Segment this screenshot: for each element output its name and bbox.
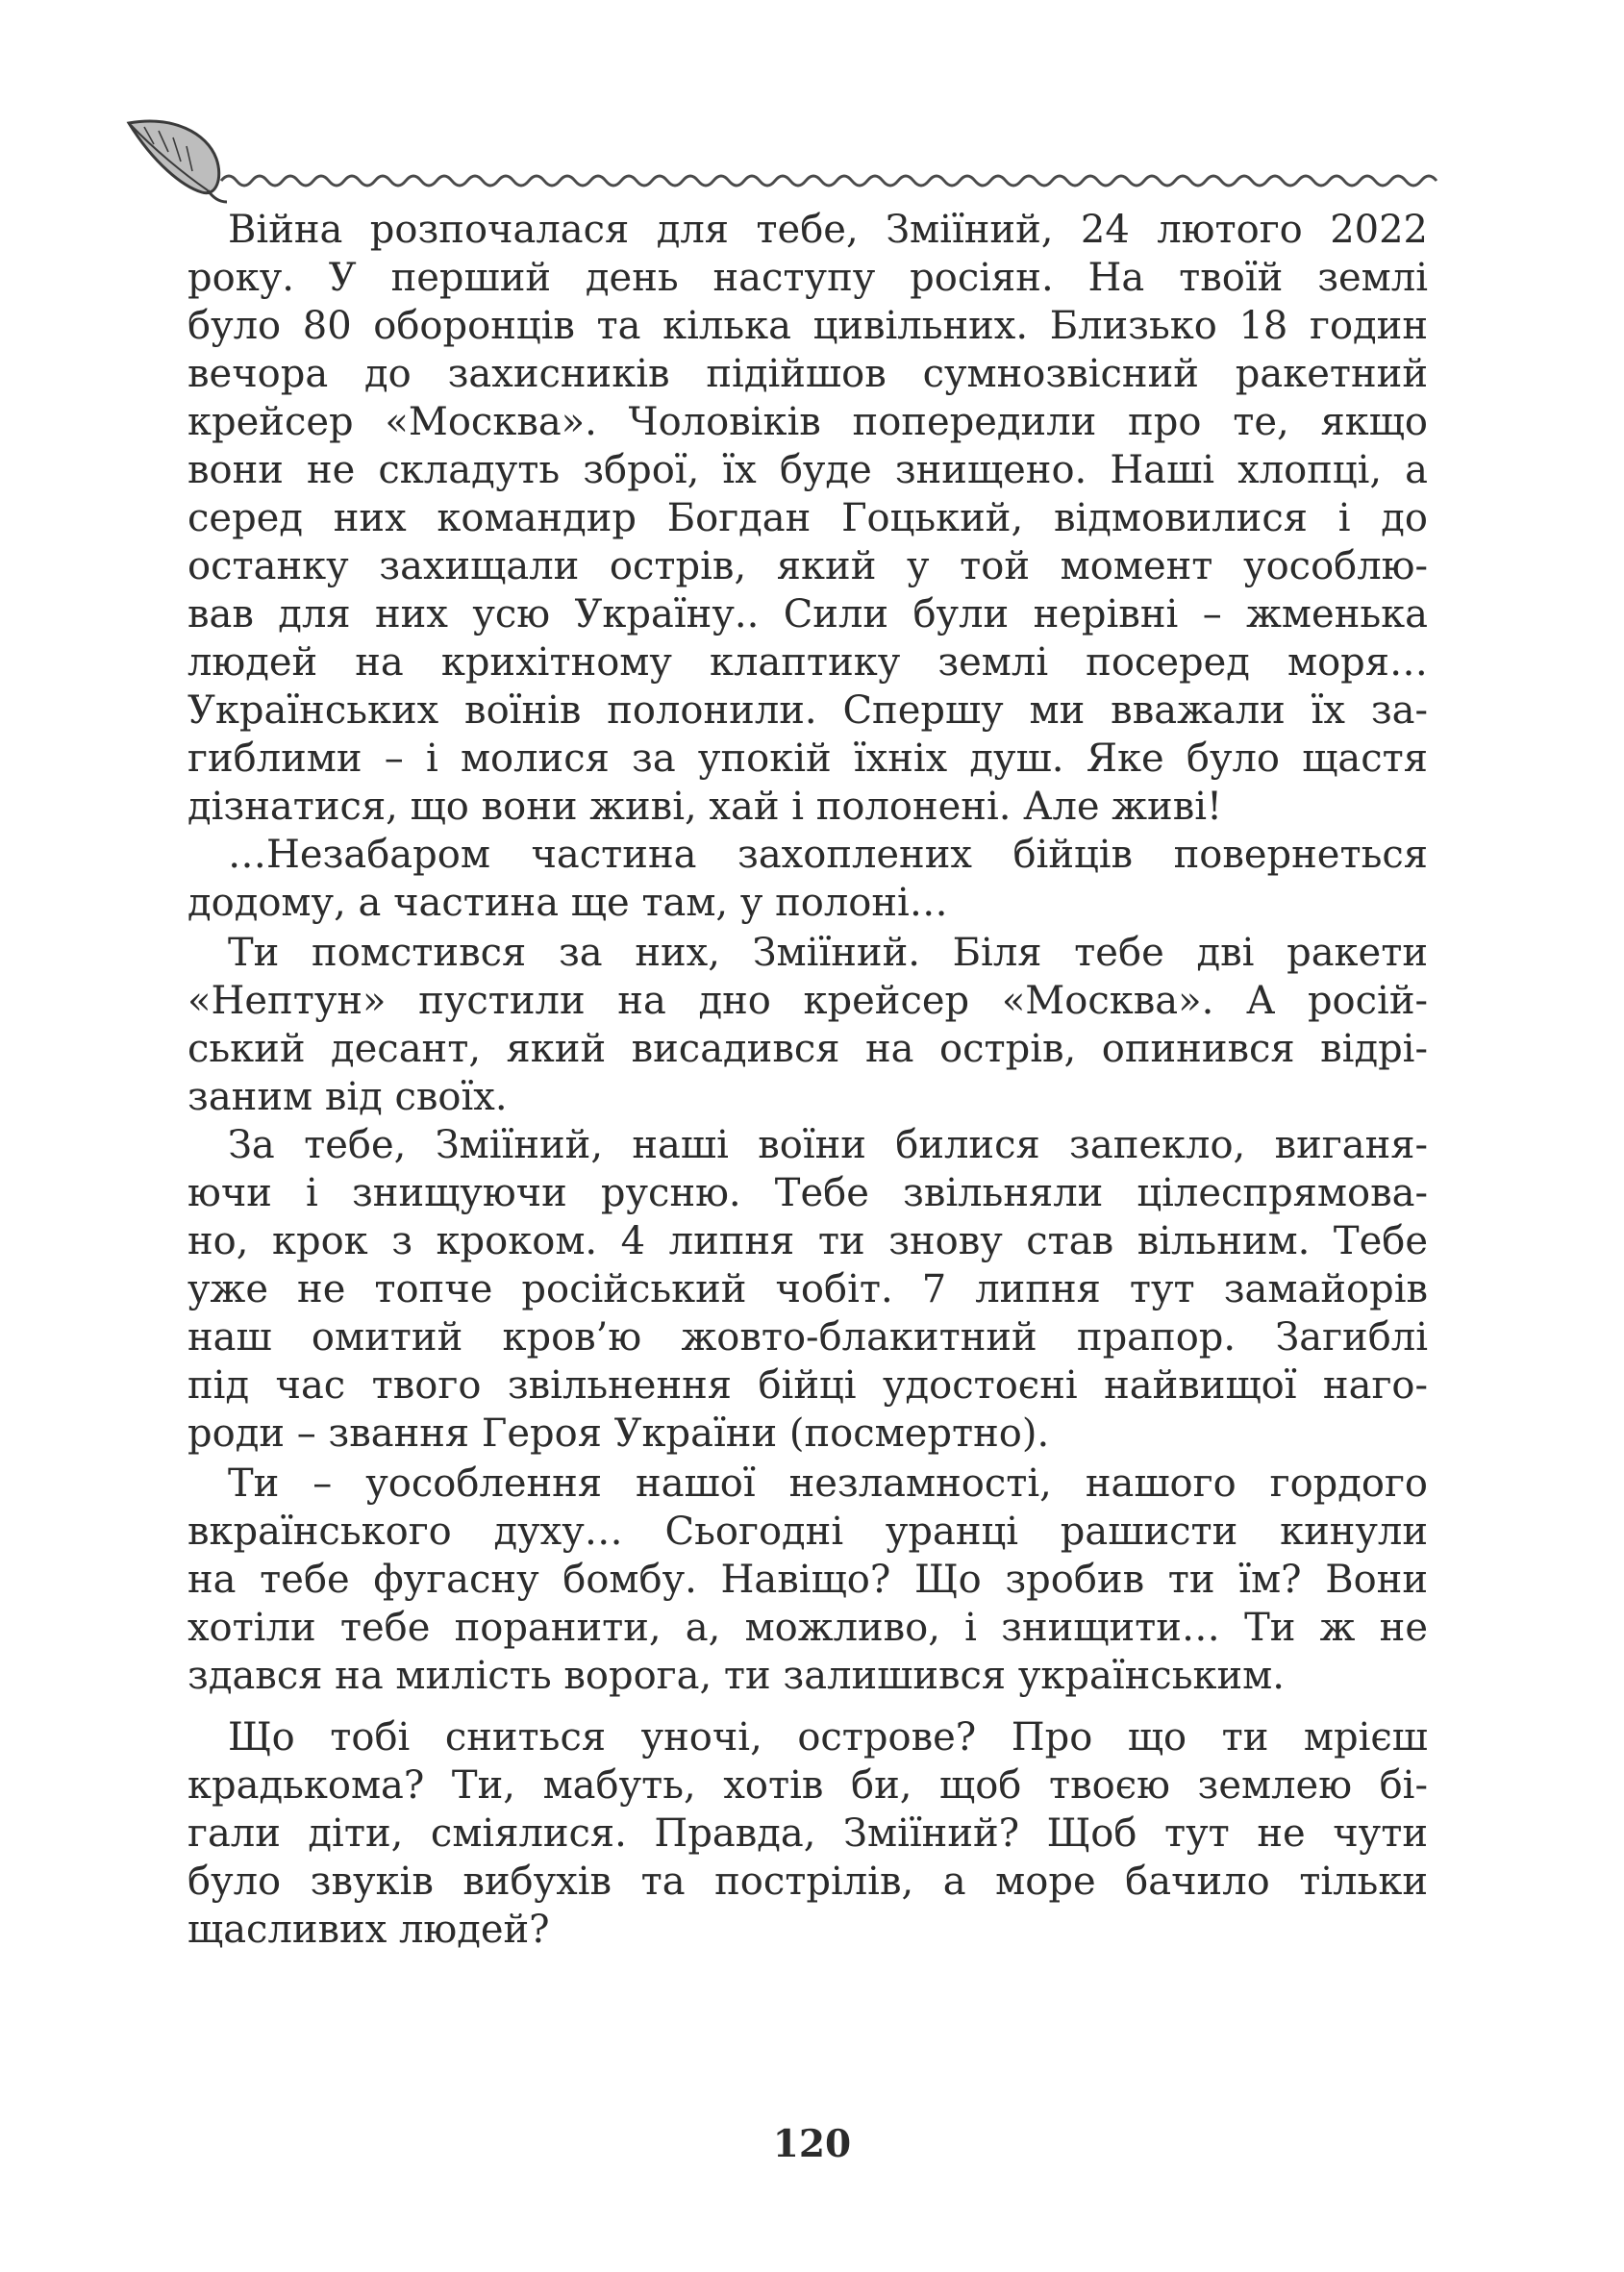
text-line: ський десант, який висадився на острів, опинився відрі-	[187, 1027, 1428, 1071]
text-line: дізнатися, що вони живі, хай і полонені. Але живі!	[187, 785, 1223, 829]
text-line: Українських воїнів полонили. Спершу ми вважали їх за-	[187, 688, 1428, 733]
text-line: гали діти, сміялися. Правда, Зміїний? Щоб тут не чути	[187, 1811, 1428, 1856]
text-line: додому, а частина ще там, у полоні…	[187, 881, 948, 925]
wave-divider	[221, 176, 1437, 186]
text-line: останку захищали острів, який у той момент уособлю-	[187, 544, 1428, 588]
text-line: гиблими – і молися за упокій їхніх душ. Яке було щастя	[187, 737, 1428, 781]
text-line: роди – звання Героя України (посмертно).	[187, 1411, 1050, 1456]
text-line: щасливих людей?	[187, 1908, 550, 1952]
text-line: наш омитий кров’ю жовто-блакитний прапор. Загиблі	[187, 1315, 1428, 1360]
text-line: Що тобі сниться уночі, острове? Про що ти мрієш	[228, 1715, 1428, 1760]
text-line: вкраїнського духу… Сьогодні уранці рашисти кинули	[187, 1510, 1428, 1554]
text-line: вони не складуть зброї, їх буде знищено. Наші хлопці, а	[187, 448, 1428, 492]
text-line: на тебе фугасну бомбу. Навіщо? Що зробив ти їм? Вони	[187, 1558, 1428, 1602]
text-line: здався на милість ворога, ти залишився українським.	[187, 1654, 1285, 1698]
text-line: ючи і знищуючи русню. Тебе звільняли цілеспрямова-	[187, 1171, 1428, 1215]
feather-icon	[129, 121, 227, 202]
page-number: 120	[772, 2122, 852, 2166]
text-line: За тебе, Зміїний, наші воїни билися запекло, виганя-	[228, 1123, 1428, 1167]
text-line: заним від своїх.	[187, 1075, 508, 1119]
text-line: було 80 оборонців та кілька цивільних. Близько 18 годин	[187, 304, 1428, 348]
text-line: крадькома? Ти, мабуть, хотів би, щоб твоєю землею бі-	[187, 1763, 1428, 1808]
text-line: «Нептун» пустили на дно крейсер «Москва». А росій-	[187, 979, 1428, 1023]
text-line: людей на крихітному клаптику землі посеред моря…	[187, 640, 1428, 685]
text-line: уже не топче російський чобіт. 7 липня тут замайорів	[187, 1267, 1428, 1311]
text-line: року. У перший день наступу росіян. На твоїй землі	[187, 256, 1428, 300]
text-line: Війна розпочалася для тебе, Зміїний, 24 лютого 2022	[228, 208, 1428, 252]
text-line: хотіли тебе поранити, а, можливо, і знищити… Ти ж не	[187, 1606, 1428, 1650]
text-line: …Незабаром частина захоплених бійців повернеться	[228, 833, 1428, 877]
text-line: но, крок з кроком. 4 липня ти знову став вільним. Тебе	[187, 1219, 1428, 1263]
text-line: Ти – уособлення нашої незламності, нашого гордого	[228, 1461, 1428, 1506]
header-ornament	[115, 106, 1442, 212]
text-line: вечора до захисників підійшов сумнозвісний ракетний	[187, 352, 1428, 396]
text-line: Ти помстився за них, Зміїний. Біля тебе дві ракети	[228, 931, 1428, 975]
text-line: серед них командир Богдан Гоцький, відмовилися і до	[187, 496, 1428, 540]
text-line: під час твого звільнення бійці удостоєні найвищої наго-	[187, 1363, 1428, 1408]
text-line: було звуків вибухів та пострілів, а море бачило тільки	[187, 1860, 1428, 1904]
text-line: крейсер «Москва». Чоловіків попередили про те, якщо	[187, 400, 1428, 444]
text-line: вав для них усю Україну.. Сили були нерівні – жменька	[187, 592, 1428, 637]
